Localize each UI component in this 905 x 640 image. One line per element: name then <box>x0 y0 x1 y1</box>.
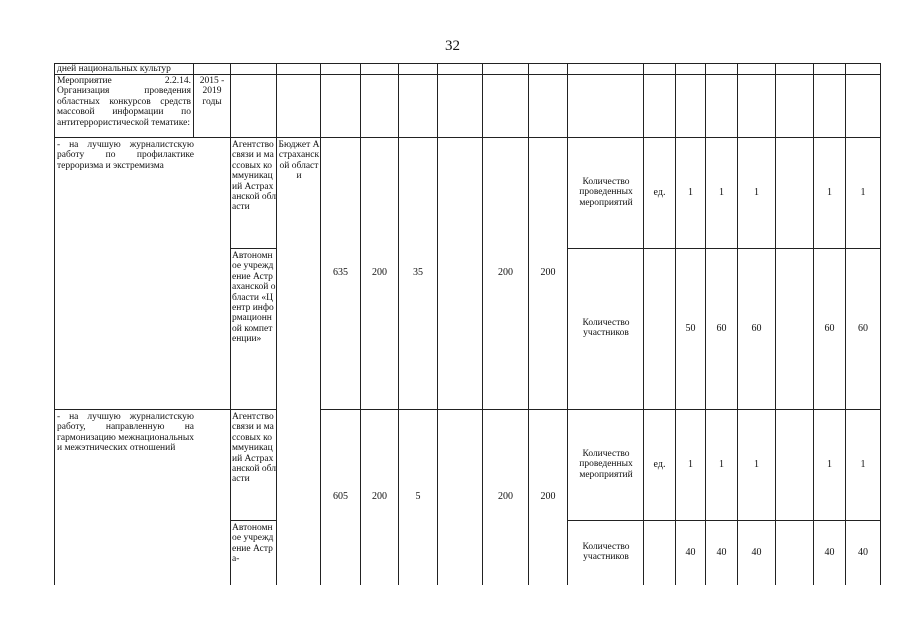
group1-unit: ед. <box>653 188 666 198</box>
group2-ind1-value-5: 1 <box>860 460 866 470</box>
group1-ind2-value-2: 60 <box>716 324 727 334</box>
group1-ind1-value-4: 1 <box>827 188 832 198</box>
group2-2018: 200 <box>498 492 513 502</box>
group2-ind2-value-1: 40 <box>685 548 696 558</box>
activity-years: 2015 - 2019 годы <box>199 76 225 107</box>
group2-ind2-value-2: 40 <box>716 548 727 558</box>
group2-indicator-events: Количество проведенных мероприятий <box>579 449 633 480</box>
group2-2015: 200 <box>372 492 387 502</box>
group1-2019: 200 <box>540 268 556 278</box>
group2-ind1-value-2: 1 <box>719 460 724 470</box>
group1-executor-agency: Агентство связи и массовых коммуникаций Астраханской области <box>232 140 276 213</box>
group1-ind1-value-1: 1 <box>688 188 693 198</box>
group2-indicator-participants: Количество участников <box>582 542 630 563</box>
group1-executor-institution: Автономное учреждение Астраханской области «Центр информационной компетенции» <box>232 251 276 345</box>
group2-unit: ед. <box>653 460 666 470</box>
group2-ind1-value-3: 1 <box>754 460 759 470</box>
group2-2019: 200 <box>540 492 556 502</box>
group2-ind2-value-5: 40 <box>858 548 868 558</box>
group1-ind2-value-3: 60 <box>751 324 762 334</box>
activity-title: Мероприятие 2.2.14. Организация проведения областных конкурсов средств массовой информации по антитеррористической тематике: <box>57 76 191 128</box>
funding-source: Бюджет Астраханской области <box>278 140 320 182</box>
group1-description: - на лучшую журналистскую работу по профилактике терроризма и экстремизма <box>57 140 194 171</box>
group2-ind1-value-4: 1 <box>827 460 832 470</box>
group2-total: 605 <box>333 492 348 502</box>
group1-ind1-value-3: 1 <box>754 188 759 198</box>
group1-ind1-value-5: 1 <box>860 188 866 198</box>
page-number: 32 <box>445 38 460 54</box>
group1-2016: 35 <box>413 268 423 278</box>
group2-executor-institution: Автономное учреждение Астра- <box>232 523 274 565</box>
group2-description: - на лучшую журналистскую работу, направленную на гармонизацию межнациональных и межэтнических отношений <box>57 412 194 454</box>
group1-2015: 200 <box>372 268 387 278</box>
group2-ind1-value-1: 1 <box>688 460 693 470</box>
group1-2018: 200 <box>498 268 513 278</box>
group1-indicator-participants: Количество участников <box>582 318 630 339</box>
group2-ind2-value-3: 40 <box>751 548 762 558</box>
group2-ind2-value-4: 40 <box>824 548 835 558</box>
table-header-row-text: дней национальных культур <box>57 64 171 74</box>
group1-total: 635 <box>333 268 348 278</box>
group2-executor-agency: Агентство связи и массовых коммуникаций Астраханской области <box>232 412 276 485</box>
group1-ind2-value-1: 50 <box>685 324 696 334</box>
group1-indicator-events: Количество проведенных мероприятий <box>579 177 633 208</box>
group2-2016: 5 <box>415 492 421 502</box>
group1-ind2-value-4: 60 <box>824 324 835 334</box>
group1-ind1-value-2: 1 <box>719 188 724 198</box>
group1-ind2-value-5: 60 <box>858 324 868 334</box>
